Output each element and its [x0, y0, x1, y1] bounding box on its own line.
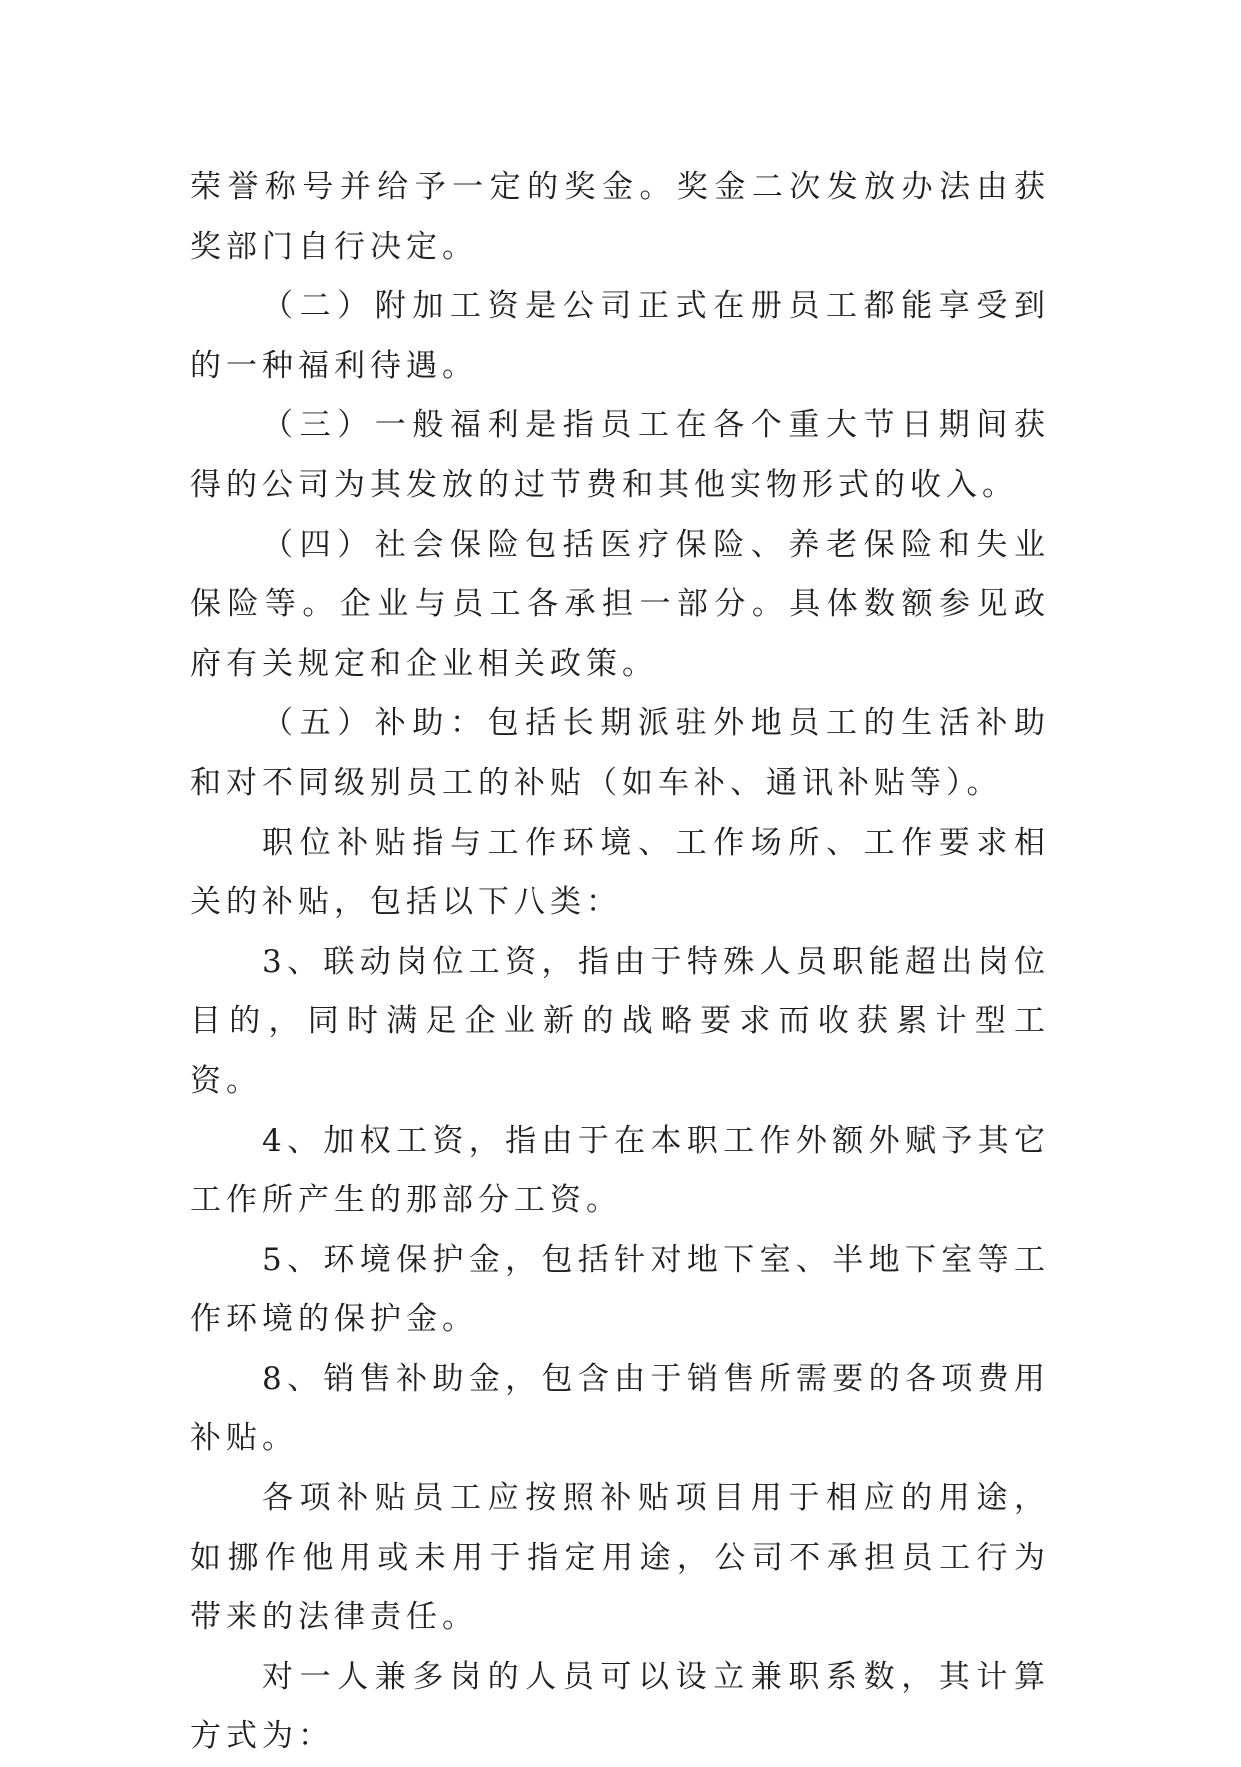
paragraph: 5、环境保护金，包括针对地下室、半地下室等工作环境的保护金。: [190, 1241, 1050, 1338]
paragraph: 荣誉称号并给予一定的奖金。奖金二次发放办法由获奖部门自行决定。: [190, 169, 1050, 265]
paragraph: 3、联动岗位工资，指由于特殊人员职能超出岗位目的，同时满足企业新的战略要求而收获累计型工资。: [190, 943, 1050, 1099]
document-body: [190, 158, 1050, 1767]
paragraph: （三）一般福利是指员工在各个重大节日期间获得的公司为其发放的过节费和其他实物形式的收入。: [190, 407, 1050, 503]
paragraph: （四）社会保险包括医疗保险、养老保险和失业保险等。企业与员工各承担一部分。具体数额参见政府有关规定和企业相关政策。: [190, 526, 1050, 682]
paragraph: 职位补贴指与工作环境、工作场所、工作要求相关的补贴，包括以下八类：: [190, 824, 1050, 921]
paragraph: 4、加权工资，指由于在本职工作外额外赋予其它工作所产生的那部分工资。: [190, 1122, 1050, 1219]
paragraph: 对一人兼多岗的人员可以设立兼职系数，其计算方式为：: [190, 1658, 1050, 1755]
paragraph: （二）附加工资是公司正式在册员工都能享受到的一种福利待遇。: [190, 288, 1050, 384]
paragraph: （五）补助：包括长期派驻外地员工的生活补助和对不同级别员工的补贴（如车补、通讯补贴等）。: [190, 705, 1050, 801]
paragraph: 8、销售补助金，包含由于销售所需要的各项费用补贴。: [190, 1360, 1050, 1457]
paragraph: 各项补贴员工应按照补贴项目用于相应的用途，如挪作他用或未用于指定用途，公司不承担员工行为带来的法律责任。: [190, 1480, 1050, 1636]
